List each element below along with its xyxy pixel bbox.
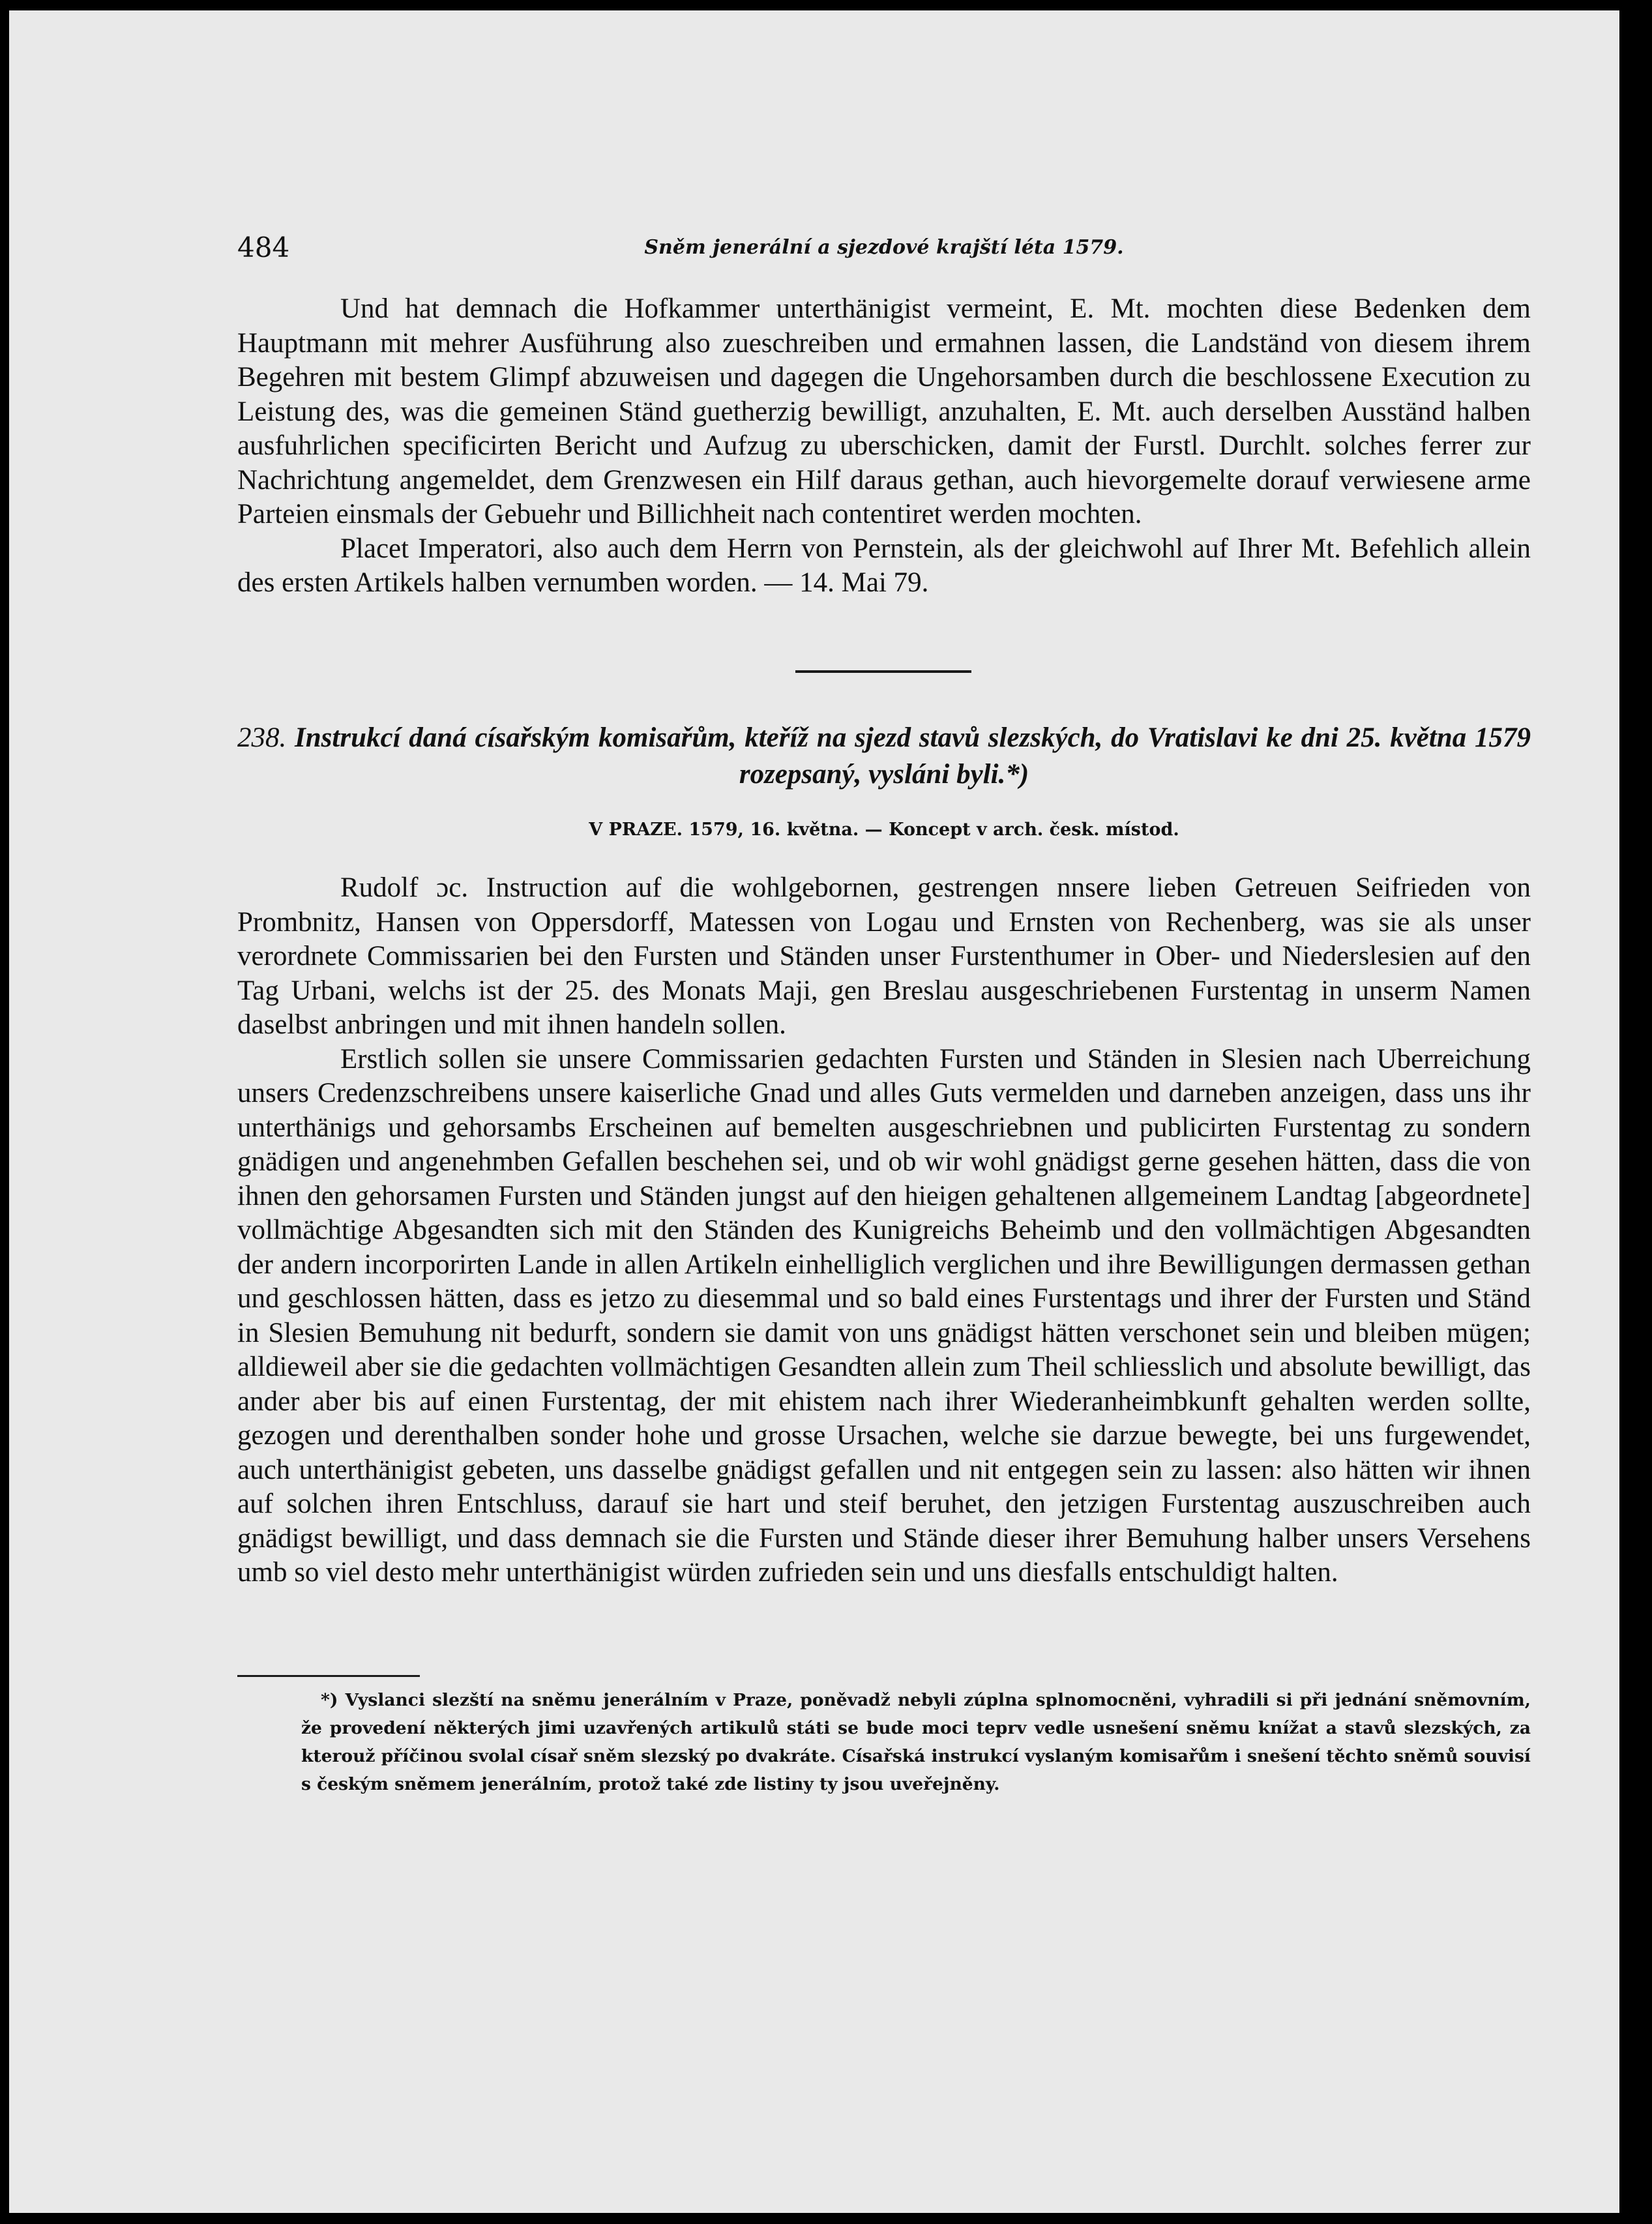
document-number: 238. bbox=[237, 722, 287, 753]
footnote bbox=[301, 1686, 1531, 1798]
paragraph: Und hat demnach die Hofkammer unterthänigist vermeint, E. Mt. mochten diese Bedenken dem Hauptmann mit mehrer Ausführung also zueschreiben und ermahnen lassen, die Landständ von diesem ihrem Begehren mit bestem Glimpf abzuweisen und dagegen die Ungehorsamben durch die beschlossene Execution zu Leistung des, was die gemeinen Ständ guetherzig bewilligt, anzuhalten, E. Mt. auch derselben Ausständ halben ausfuhrlichen specificirten Bericht und Aufzug zu uberschicken, damit der Furstl. Durchlt. solches ferrer zur Nachrichtung angemeldet, dem Grenzwesen ein Hilf daraus gethan, auch hievorgemelte dorauf verwiesene arme Parteien einsmals der Gebuehr und Billichheit nach contentiret werden mochten. bbox=[237, 293, 1531, 529]
page-header bbox=[237, 228, 1531, 267]
paragraph: Placet Imperatori, also auch dem Herrn von Pernstein, als der gleichwohl auf Ihrer Mt. Befehlich allein des ersten Artikels halben vernumben worden. — 14. Mai 79. bbox=[237, 533, 1531, 598]
document-title: Instrukcí daná císařským komisařům, kteříž na sjezd stavů slezských, do Vratislavi ke dni 25. května 1579 rozepsaný, vysláni byli.*) bbox=[295, 722, 1531, 790]
document-body bbox=[237, 871, 1531, 1590]
footnote-text: Vyslanci slezští na sněmu jenerálním v Praze, poněvadž nebyli zúplna splnomocněni, vyhradili si při jednání sněmovním, že provedení některých jimi uzavřených artikulů státi se bude moci teprv vedle usnešení sněmu knížat a stavů slezských, za kterouž příčinou svolal císař sněm slezský po dvakráte. Císařská instrukcí vyslaným komisařům i snešení těchto sněmů souvisí s českým sněmem jenerálním, protož také zde listiny ty jsou uveřejněny. bbox=[301, 1690, 1531, 1794]
document-heading bbox=[237, 720, 1531, 793]
page-number: 484 bbox=[237, 231, 290, 263]
running-head: Sněm jenerální a sjezdové krajští léta 1579. bbox=[644, 236, 1124, 259]
scanned-page bbox=[9, 10, 1619, 2213]
footnote-rule bbox=[237, 1675, 420, 1677]
previous-document-text bbox=[237, 292, 1531, 600]
paragraph: Erstlich sollen sie unsere Commissarien gedachten Fursten und Ständen in Slesien nach Uberreichung unsers Credenzschreibens unsere kaiserliche Gnad und alles Guts vermelden und darneben anzeigen, dass uns ihr unterthänigs und gehorsambs Erscheinen auf bemelten ausgeschriebnen und publicirten Furstentag zu sondern gnädigen und angenehmben Gefallen beschehen sei, und ob wir wohl gnädigst gerne gesehen hätten, dass die von ihnen den gehorsamen Fursten und Ständen jungst auf den hieigen gehaltenen allgemeinem Landtag [abgeordnete] vollmächtige Abgesandten sich mit den Ständen des Kunigreichs Beheimb und den vollmächtigen Abgesandten der andern incorporirten Lande in allen Artikeln einhelliglich verglichen und ihre Bewilligungen dermassen gethan und geschlossen hätten, dass es jetzo zu diesemmal und so bald eines Furstentags und ihrer der Fursten und Ständ in Slesien Bemuhung nit bedurft, sondern sie damit von uns gnädigst hätten verschonet sein und bleiben mügen; alldieweil aber sie die gedachten vollmächtigen Gesandten allein zum Theil schliesslich und absolute bewilligt, das ander aber bis auf einen Furstentag, der mit ehistem nach ihrer Wiederanheimbkunft gehalten werden sollte, gezogen und derenthalben sonder hohe und grosse Ursachen, welche sie darzue bewegte, bei uns furgewendet, auch unterthänigist gebeten, uns dasselbe gnädigst gefallen und nit entgegen sein zu lassen: also hätten wir ihnen auf solchen ihren Entschluss, darauf sie hart und steif beruhet, den jetzigen Furstentag auszuschreiben auch gnädigst bewilligt, und dass demnach sie die Fursten und Stände dieser ihrer Bemuhung halber unsers Versehens umb so viel desto mehr unterthänigist würden zufrieden sein und uns diesfalls entschuldigt halten. bbox=[237, 1043, 1531, 1588]
section-separator bbox=[795, 670, 971, 673]
paragraph: Rudolf ɔc. Instruction auf die wohlgebornen, gestrengen nnsere lieben Getreuen Seifrieden von Prombnitz, Hansen von Oppersdorff, Matessen von Logau und Ernsten von Rechenberg, was sie als unser verordnete Commissarien bei den Fursten und Ständen unser Furstenthumer in Ober- und Niederslesien auf den Tag Urbani, welchs ist der 25. des Monats Maji, gen Breslau ausgeschriebenen Furstentag in unserm Namen daselbst anbringen und mit ihnen handeln sollen. bbox=[237, 872, 1531, 1040]
document-dateline: V PRAZE. 1579, 16. května. — Koncept v arch. česk. místod. bbox=[589, 820, 1179, 840]
footnote-marker: *) bbox=[321, 1690, 338, 1710]
